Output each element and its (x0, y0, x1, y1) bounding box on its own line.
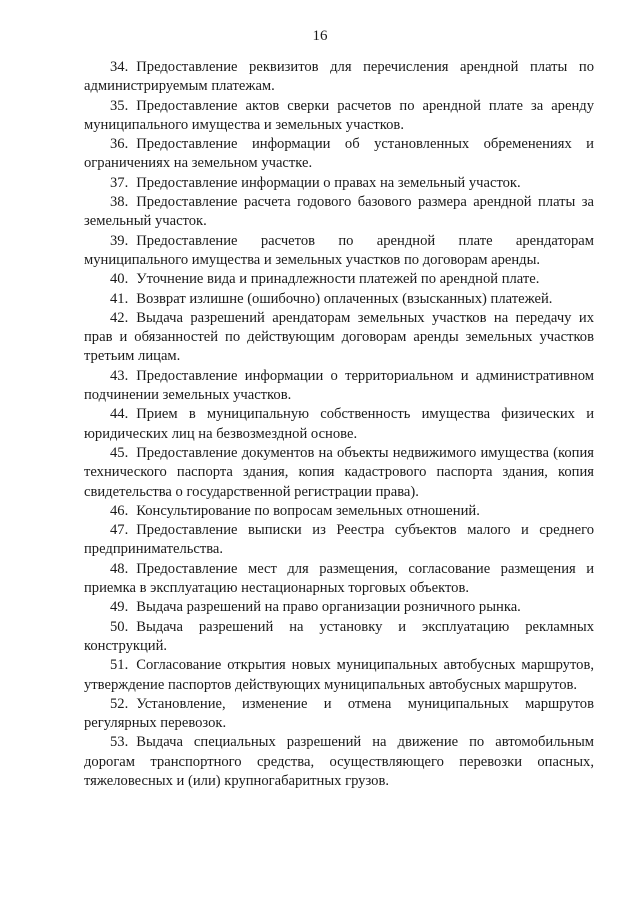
item-number: 43. (110, 367, 129, 384)
list-item (84, 733, 594, 791)
item-number: 42. (110, 309, 129, 326)
item-number: 53. (110, 734, 129, 751)
item-text: Консультирование по вопросам земельных отношений. (136, 502, 480, 519)
item-text: Предоставление актов сверки расчетов по арендной плате за аренду муниципального имущества и земельных участков. (84, 97, 594, 133)
item-number: 45. (110, 444, 129, 461)
list-item (84, 560, 594, 599)
page-number: 16 (312, 28, 328, 44)
item-text: Выдача разрешений арендаторам земельных участков на передачу их прав и обязанностей по действующим договорам аренды земельных участков третьим лицам. (84, 309, 594, 365)
item-number: 47. (110, 522, 129, 539)
item-number: 34. (110, 59, 129, 75)
list-item (84, 618, 594, 657)
list-item (84, 656, 594, 695)
item-text: Выдача разрешений на право организации розничного рынка. (136, 599, 521, 616)
item-number: 52. (110, 695, 129, 712)
list-item (84, 174, 594, 193)
list-item (84, 502, 594, 521)
item-text: Предоставление информации о правах на земельный участок. (136, 174, 521, 191)
list-item (84, 521, 594, 560)
list-item (84, 290, 594, 309)
item-text: Предоставление расчета годового базового размера арендной платы за земельный участок. (84, 194, 594, 230)
item-number: 36. (110, 136, 129, 153)
item-text: Выдача разрешений на установку и эксплуатацию рекламных конструкций. (84, 618, 594, 654)
item-text: Согласование открытия новых муниципальных автобусных маршрутов, утверждение паспортов действующих муниципальных автобусных маршрутов. (84, 657, 594, 693)
list-item (84, 309, 594, 367)
item-number: 48. (110, 560, 129, 577)
list-item (84, 598, 594, 617)
list-item (84, 367, 594, 406)
item-text: Предоставление информации о территориальном и административном подчинении земельных участков. (84, 367, 594, 404)
item-text: Предоставление мест для размещения, согласование размещения и приемка в эксплуатацию нестационарных торговых объектов. (84, 560, 594, 597)
item-text: Выдача специальных разрешений на движение по автомобильным дорогам транспортного средства, осуществляющего перевозки опасных, тяжеловесных и (или) крупногабаритных грузов. (84, 734, 594, 789)
item-number: 39. (110, 232, 129, 249)
item-number: 49. (110, 599, 129, 616)
item-number: 46. (110, 502, 129, 519)
item-text: Уточнение вида и принадлежности платежей по арендной плате. (136, 271, 540, 288)
item-number: 35. (110, 97, 129, 114)
item-text: Предоставление расчетов по арендной плате арендаторам муниципального имущества и земельных участков по договорам аренды. (84, 232, 594, 268)
list-item (84, 270, 594, 289)
item-number: 40. (110, 271, 129, 288)
list-item (84, 444, 594, 502)
item-text: Прием в муниципальную собственность имущества физических и юридических лиц на безвозмездной основе. (84, 406, 594, 442)
item-text: Предоставление информации об установленных обременениях и ограничениях на земельном участке. (84, 136, 594, 172)
services-list (84, 58, 594, 791)
list-item (84, 232, 594, 271)
list-item (84, 405, 594, 444)
list-item (84, 97, 594, 136)
item-number: 51. (110, 657, 129, 674)
item-text: Предоставление документов на объекты недвижимого имущества (копия технического паспорта здания, копия кадастрового паспорта здания, копия свидетельства о государственной регистрации права). (84, 444, 594, 500)
item-text: Установление, изменение и отмена муниципальных маршрутов регулярных перевозок. (84, 695, 594, 732)
item-number: 50. (110, 618, 129, 635)
item-number: 44. (110, 406, 129, 423)
list-item (84, 695, 594, 734)
item-text: Предоставление реквизитов для перечисления арендной платы по администрируемым платежам. (84, 59, 594, 95)
item-text: Предоставление выписки из Реестра субъектов малого и среднего предпринимательства. (84, 522, 594, 558)
list-item (84, 135, 594, 174)
item-text: Возврат излишне (ошибочно) оплаченных (взысканных) платежей. (136, 290, 553, 307)
list-item (84, 193, 594, 232)
item-number: 37. (110, 174, 129, 191)
list-item (84, 58, 594, 97)
item-number: 41. (110, 290, 129, 307)
item-number: 38. (110, 194, 129, 211)
